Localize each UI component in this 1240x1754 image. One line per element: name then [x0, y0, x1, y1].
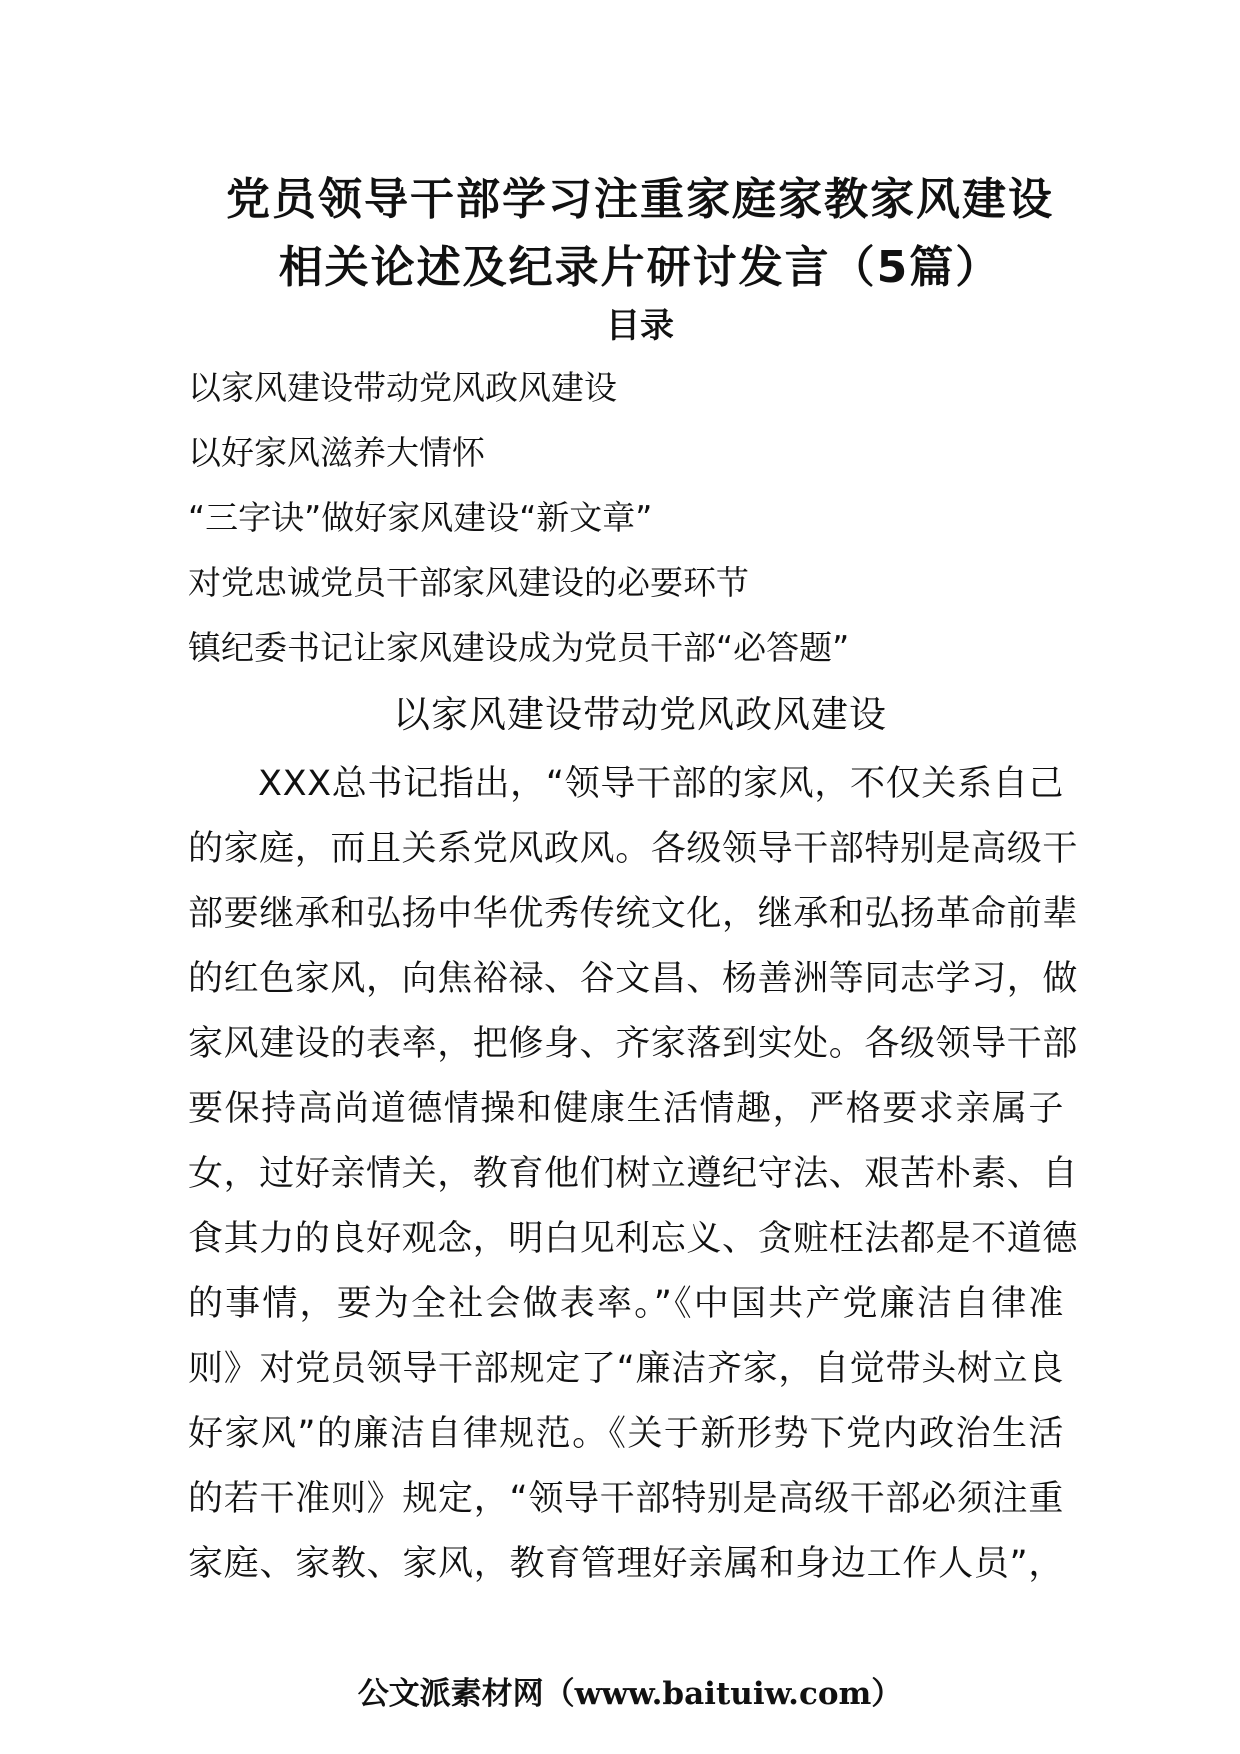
footer-watermark: 公文派素材网（www.baituiw.com）: [357, 1676, 903, 1712]
body-line: 家风建设的表率，把修身、齐家落到实处。各级领导干部: [188, 1024, 1079, 1064]
body-line: 的家庭，而且关系党风政风。各级领导干部特别是高级干: [188, 829, 1079, 869]
table-of-contents: [188, 368, 849, 693]
body-line: 女，过好亲情关，教育他们树立遵纪守法、艰苦朴素、自: [188, 1154, 1079, 1194]
body-line: 食其力的良好观念，明白见利忘义、贪赃枉法都是不道德: [188, 1219, 1079, 1259]
document-title-line-1: 党员领导干部学习注重家庭家教家风建设: [226, 174, 1054, 225]
section-title: 以家风建设带动党风政风建设: [393, 693, 887, 736]
body-line: XXX总书记指出，“领导干部的家风，不仅关系自己: [258, 764, 1064, 804]
toc-item: 镇纪委书记让家风建设成为党员干部“必答题”: [188, 628, 850, 667]
body-line: 的事情，要为全社会做表率。”《中国共产党廉洁自律准: [188, 1284, 1064, 1324]
body-line: 要保持高尚道德情操和健康生活情趣，严格要求亲属子: [188, 1089, 1064, 1129]
toc-item: “三字诀”做好家风建设“新文章”: [188, 498, 653, 537]
body-line: 的红色家风，向焦裕禄、谷文昌、杨善洲等同志学习，做: [188, 959, 1079, 999]
toc-item: 以好家风滋养大情怀: [188, 433, 485, 472]
toc-item: 以家风建设带动党风政风建设: [188, 368, 617, 407]
toc-item: 对党忠诚党员干部家风建设的必要环节: [188, 563, 749, 602]
article-body: [188, 762, 1079, 1607]
body-line: 家庭、家教、家风，教育管理好亲属和身边工作人员”，: [188, 1544, 1064, 1584]
document-title-line-2: 相关论述及纪录片研讨发言（5篇）: [278, 242, 1002, 293]
toc-heading: 目录: [606, 306, 674, 346]
body-line: 部要继承和弘扬中华优秀传统文化，继承和弘扬革命前辈: [188, 894, 1079, 934]
body-line: 的若干准则》规定，“领导干部特别是高级干部必须注重: [188, 1479, 1064, 1519]
body-line: 则》对党员领导干部规定了“廉洁齐家，自觉带头树立良: [188, 1349, 1064, 1389]
body-line: 好家风”的廉洁自律规范。《关于新形势下党内政治生活: [188, 1414, 1064, 1454]
